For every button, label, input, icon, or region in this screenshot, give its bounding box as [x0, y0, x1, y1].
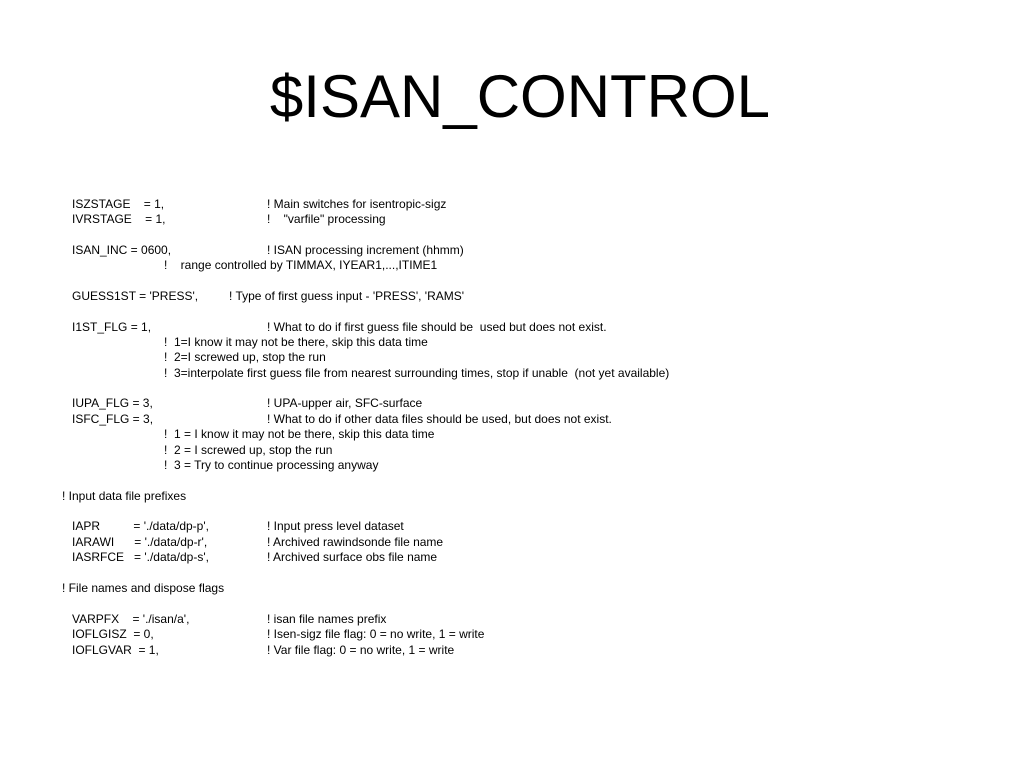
iarawi-comment: ! Archived rawindsonde file name — [267, 535, 444, 549]
isfc-flg-option-2: ! 2 = I screwed up, stop the run — [164, 443, 333, 457]
i1st-flg-comment: ! What to do if first guess file should be used but does not exist. — [267, 320, 607, 334]
ioflgvar-code: IOFLGVAR = 1, — [72, 643, 159, 657]
ioflgisz-code: IOFLGISZ = 0, — [72, 627, 154, 641]
varpfx-comment: ! isan file names prefix — [267, 612, 387, 626]
ioflgvar-comment: ! Var file flag: 0 = no write, 1 = write — [267, 643, 455, 657]
ivrstage-code: IVRSTAGE = 1, — [72, 212, 166, 226]
isfc-flg-option-1: ! 1 = I know it may not be there, skip this data time — [164, 427, 435, 441]
isfc-flg-option-3: ! 3 = Try to continue processing anyway — [164, 458, 379, 472]
ioflgisz-comment: ! Isen-sigz file flag: 0 = no write, 1 = write — [267, 627, 485, 641]
slide-title: $ISAN_CONTROL — [269, 63, 771, 130]
isan-inc-code: ISAN_INC = 0600, — [72, 243, 172, 257]
isan-inc-comment: ! ISAN processing increment (hhmm) — [267, 243, 464, 257]
iszstage-comment: ! Main switches for isentropic-sigz — [267, 197, 447, 211]
guess1st-code: GUESS1ST = 'PRESS', — [72, 289, 199, 303]
i1st-flg-option-2: ! 2=I screwed up, stop the run — [164, 350, 326, 364]
isfc-flg-comment: ! What to do if other data files should be used, but does not exist. — [267, 412, 612, 426]
section-file-names: ! File names and dispose flags — [62, 581, 225, 595]
iupa-flg-comment: ! UPA-upper air, SFC-surface — [267, 396, 423, 410]
ivrstage-comment: ! "varfile" processing — [267, 212, 386, 226]
iasrfce-code: IASRFCE = './data/dp-s', — [72, 550, 209, 564]
iasrfce-comment: ! Archived surface obs file name — [267, 550, 438, 564]
isan-inc-comment-range: ! range controlled by TIMMAX, IYEAR1,...,ITIME1 — [164, 258, 438, 272]
i1st-flg-code: I1ST_FLG = 1, — [72, 320, 152, 334]
iupa-flg-code: IUPA_FLG = 3, — [72, 396, 153, 410]
section-input-prefixes: ! Input data file prefixes — [62, 489, 187, 503]
iapr-code: IAPR = './data/dp-p', — [72, 519, 209, 533]
varpfx-code: VARPFX = './isan/a', — [72, 612, 190, 626]
iszstage-code: ISZSTAGE = 1, — [72, 197, 165, 211]
guess1st-comment: ! Type of first guess input - 'PRESS', 'RAMS' — [229, 289, 465, 303]
isfc-flg-code: ISFC_FLG = 3, — [72, 412, 154, 426]
iarawi-code: IARAWI = './data/dp-r', — [72, 535, 208, 549]
i1st-flg-option-1: ! 1=I know it may not be there, skip this data time — [164, 335, 428, 349]
i1st-flg-option-3: ! 3=interpolate first guess file from nearest surrounding times, stop if unable (not yet available) — [164, 366, 670, 380]
iapr-comment: ! Input press level dataset — [267, 519, 404, 533]
